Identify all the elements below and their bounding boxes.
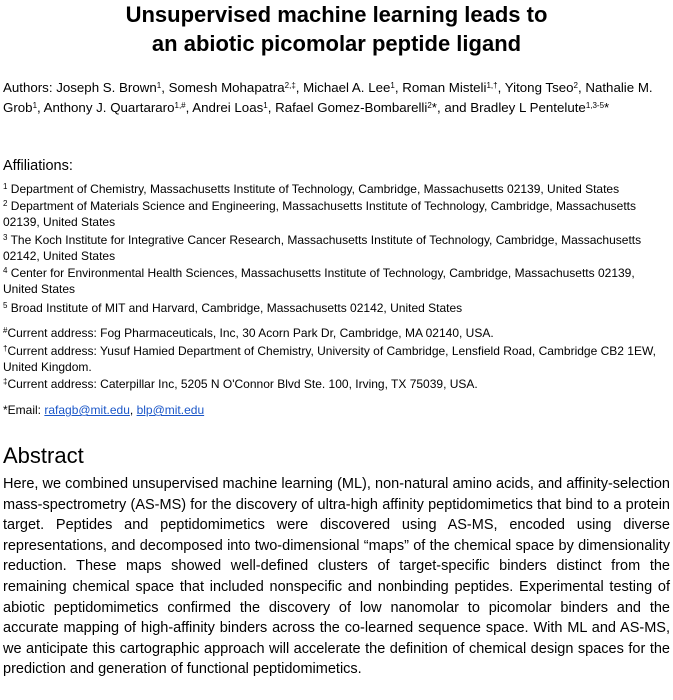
author: Michael A. Lee$^1$, [303, 80, 403, 95]
author: Joseph S. Brown$^1$, [56, 80, 169, 95]
email-link-rafagb[interactable]: rafagb@mit.edu [44, 403, 130, 417]
current-address-1: #Current address: Fog Pharmaceuticals, Inc, 30 Acorn Park Dr, Cambridge, MA 02140, USA. [3, 326, 494, 340]
email-line: *Email: rafagb@mit.edu, blp@mit.edu [3, 403, 205, 417]
authors-prefix: Authors: [3, 80, 57, 95]
author: Anthony J. Quartararo$^{1,\#}$, [43, 100, 193, 115]
author: Rafael Gomez-Bombarelli$^2$*, [275, 100, 445, 115]
author: Andrei Loas$^1$, [192, 100, 276, 115]
author: and Bradley L Pentelute$^{1,3-5}$* [444, 100, 610, 115]
author: Yitong Tseo$^2$, [504, 80, 586, 95]
affiliation-3: $^3$ The Koch Institute for Integrative Cancer Research, Massachusetts Institute of Technology, Cambridge, Massachusetts 02142, United States [3, 233, 642, 263]
affiliations-heading: Affiliations: [3, 158, 73, 174]
affiliation-5: $^5$ Broad Institute of MIT and Harvard, Cambridge, Massachusetts 02142, United States [3, 301, 463, 315]
author: Roman Misteli$^{1,\dagger}$, [402, 80, 505, 95]
affiliation-1: $^1$ Department of Chemistry, Massachusetts Institute of Technology, Cambridge, Massachusetts 02139, United States [3, 182, 620, 196]
abstract-body: Here, we combined unsupervised machine learning (ML), non-natural amino acids, and affinity-selection mass-spectrometry (AS-MS) for the discovery of ultra-high affinity peptidomimetics that bind to a protein target. Peptides and peptidomimetics were discovered using AS-MS, encoded using diverse representations, and decomposed into two-dimensional “maps” of the chemical space by dimensionality reduction. These maps showed well-defined clusters of target-specific binders distinct from the remaining chemical space that included nonspecific and nonbinding peptides. Experimental testing of abiotic peptidomimetics confirmed the discovery of low nanomolar to picomolar binders and the accurate mapping of high-affinity binders across the co-learned sequence space. With ML and AS-MS, we anticipate this cartographic approach will accelerate the definition of chemical design spaces for the prediction and generation of functional peptidomimetics. [3, 476, 670, 678]
author: Somesh Mohapatra$^{2,\ddagger}$, [168, 80, 304, 95]
author-list [3, 78, 671, 118]
affiliation-4: $^4$ Center for Environmental Health Sciences, Massachusetts Institute of Technology, Cambridge, Massachusetts 02139, United States [3, 266, 635, 296]
current-address-2: †Current address: Yusuf Hamied Department of Chemistry, University of Cambridge, Lensfield Road, Cambridge CB2 1EW, United Kingdom. [3, 344, 656, 374]
email-label: *Email: [3, 403, 45, 417]
author: Nathalie M. Grob$^1$, [3, 80, 653, 115]
current-address-3: ‡Current address: Caterpillar Inc, 5205 N O'Connor Blvd Ste. 100, Irving, TX 75039, USA. [3, 377, 478, 391]
abstract-heading: Abstract [3, 443, 84, 468]
title-line-1: Unsupervised machine learning leads to [125, 2, 548, 27]
paper-title [0, 0, 673, 58]
title-line-2: an abiotic picomolar peptide ligand [151, 31, 522, 56]
affiliation-2: $^2$ Department of Materials Science and Engineering, Massachusetts Institute of Technology, Cambridge, Massachusetts 02139, United States [3, 199, 637, 229]
email-link-blp[interactable]: blp@mit.edu [136, 403, 205, 417]
